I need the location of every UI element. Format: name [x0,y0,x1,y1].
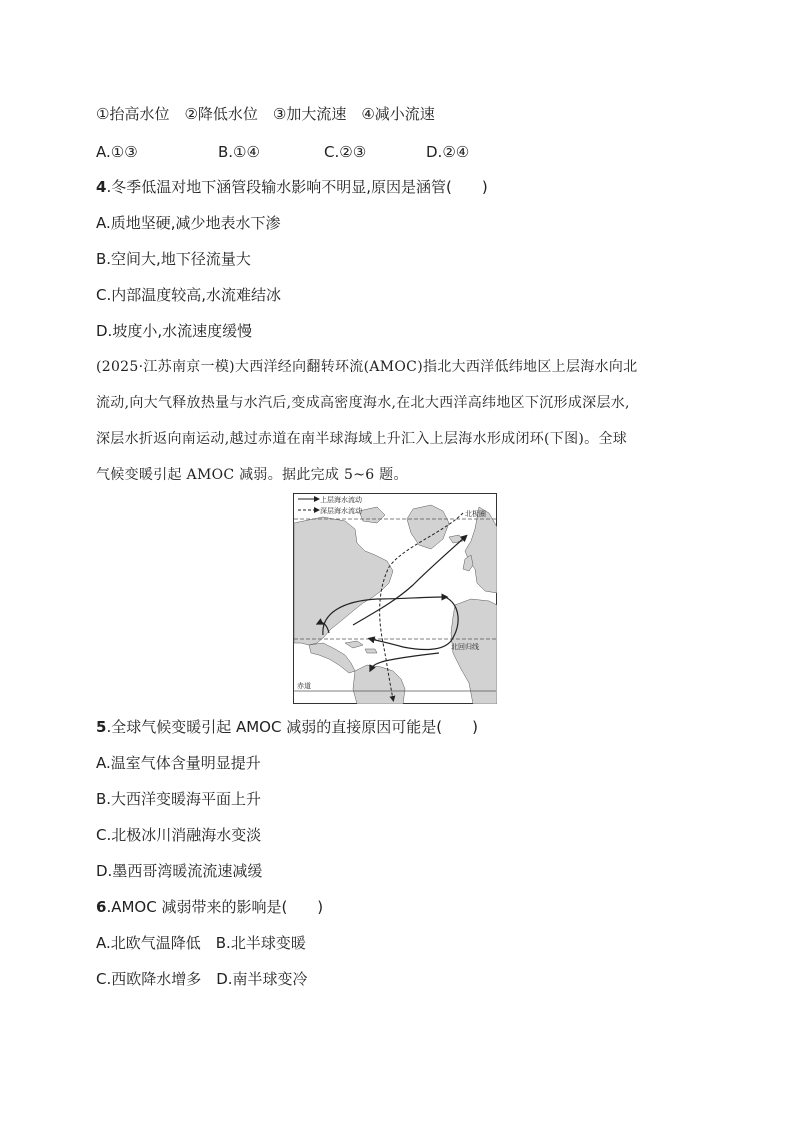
option-a: A.①③ [96,143,138,161]
caribbean-island [365,649,377,653]
option-d: D.②④ [426,143,470,161]
q6-options-row-1: A.北欧气温降低 B.北半球变暖 [96,934,306,952]
passage-line-3: 深层水折返向南运动,越过赤道在南半球海域上升汇入上层海水形成闭环(下图)。全球 [96,431,628,447]
arctic-circle-label: 北极圈 [465,510,486,518]
question-stem: .冬季低温对地下涵管段输水影响不明显,原因是涵管( ) [106,178,488,196]
q4-option-b: B.空间大,地下径流量大 [96,250,251,268]
q5-option-a: A.温室气体含量明显提升 [96,754,261,772]
passage-line-4: 气候变暖引起 AMOC 减弱。据此完成 5~6 题。 [96,467,408,483]
question-stem: .AMOC 减弱带来的影响是( ) [106,898,324,916]
measures-list: ①抬高水位 ②降低水位 ③加大流速 ④减小流速 [96,105,435,123]
tropic-label: 北回归线 [451,643,479,651]
question-6 [96,897,323,917]
q4-option-d: D.坡度小,水流速度缓慢 [96,322,253,340]
question-number: 6 [96,898,107,916]
question-stem: .全球气候变暖引起 AMOC 减弱的直接原因可能是( ) [106,718,478,736]
amoc-map [293,493,497,704]
q4-option-c: C.内部温度较高,水流难结冰 [96,286,282,304]
option-b: B.①④ [218,143,260,161]
question-number: 4 [96,178,107,196]
legend-upper: 上层海水流动 [320,496,362,504]
q6-options-row-2: C.西欧降水增多 D.南半球变冷 [96,970,308,988]
passage-line-1: (2025·江苏南京一模)大西洋经向翻转环流(AMOC)指北大西洋低纬地区上层海水向北 [96,359,638,375]
passage-line-2: 流动,向大气释放热量与水汽后,变成高密度海水,在北大西洋高纬地区下沉形成深层水, [96,395,630,411]
equator-label: 赤道 [297,682,311,690]
option-c: C.②③ [324,143,367,161]
q5-option-b: B.大西洋变暖海平面上升 [96,790,262,808]
q5-option-c: C.北极冰川消融海水变淡 [96,826,262,844]
question-5 [96,717,478,737]
q4-option-a: A.质地坚硬,减少地表水下渗 [96,214,281,232]
question-number: 5 [96,718,107,736]
legend-deep: 深层海水流动 [320,507,362,515]
question-4 [96,177,488,197]
q5-option-d: D.墨西哥湾暖流流速减缓 [96,862,263,880]
